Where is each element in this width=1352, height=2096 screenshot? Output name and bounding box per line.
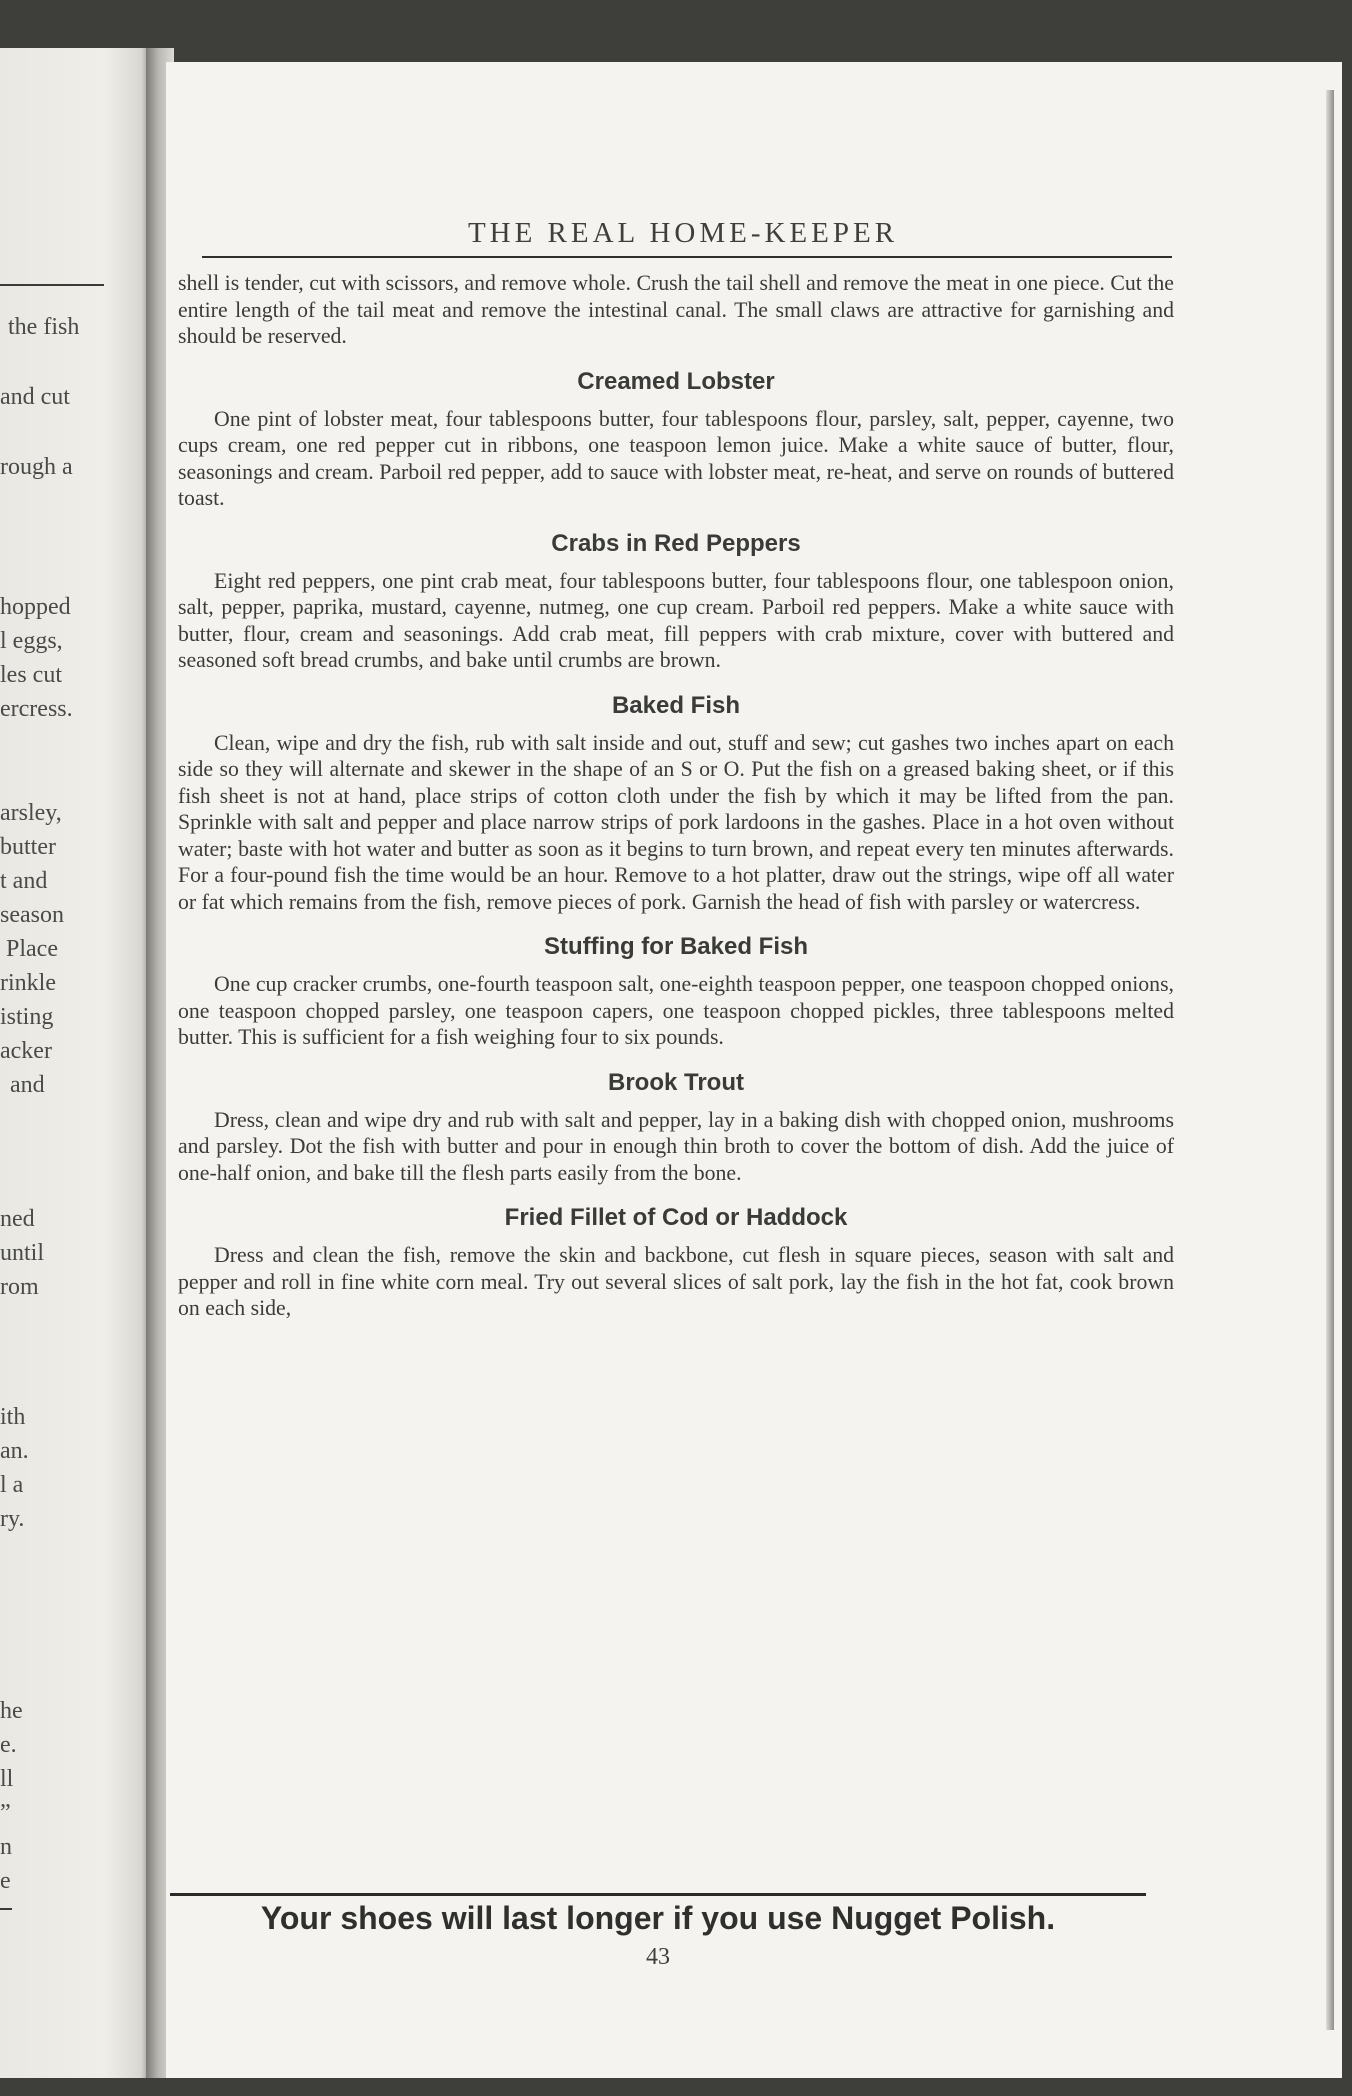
footer-rule xyxy=(170,1893,1146,1896)
facing-page-text: l a xyxy=(0,1472,24,1498)
recipe-title-stuffing-for-baked-fish: Stuffing for Baked Fish xyxy=(544,933,808,960)
recipe-title-baked-fish: Baked Fish xyxy=(611,691,741,719)
facing-page-text: ith xyxy=(0,1404,26,1430)
facing-page-text: e. xyxy=(0,1732,17,1758)
intro-paragraph: shell is tender, cut with scissors, and remove whole. Crush the tail shell and remove the meat in one piece. Cut the entire length of the tail meat and remove the intestinal canal. The small claws are attractive for garnishing and should be reserved. xyxy=(178,271,1174,348)
facing-page-text: season xyxy=(0,902,64,928)
recipe-text-baked-fish: Clean, wipe and dry the fish, rub with salt inside and out, stuff and sew; cut gashes two inches apart on each side so they will alternate and skewer in the shape of an S or O. Put the fish on a greased baking sheet, or if this fish sheet is not at hand, place strips of cotton cloth under the fish by which it may be lifted from the pan. Sprinkle with salt and pepper and place narrow strips of pork lardoons in the gashes. Place in a hot oven without water; baste with hot water and butter as soon as it begins to turn brown, and repeat every ten minutes afterwards. For a four-pound fish the time would be an hour. Remove to a hot platter, draw out the strings, wipe off all water or fat which remains from the fish, remove pieces of pork. Garnish the head of fish with parsley or watercress. xyxy=(178,730,1174,914)
facing-page-text: ry. xyxy=(0,1506,25,1532)
facing-page xyxy=(0,48,150,2078)
recipe-text-crabs-in-red-peppers: Eight red peppers, one pint crab meat, four tablespoons butter, four tablespoons flour, one tablespoon onion, salt, pepper, paprika, mustard, cayenne, nutmeg, one cup cream. Parboil red peppers. Make a white sauce with butter, flour, cream and seasonings. Add crab meat, fill peppers with crab mixture, cover with buttered and seasoned soft bread crumbs, and bake until crumbs are brown. xyxy=(178,568,1174,672)
facing-page-text: an. xyxy=(0,1438,29,1464)
header-rule xyxy=(202,256,1172,258)
facing-page-text: acker xyxy=(0,1038,52,1064)
facing-page-text: isting xyxy=(0,1004,54,1030)
facing-page-text: ” xyxy=(0,1800,11,1826)
facing-page-text: butter xyxy=(0,834,56,860)
facing-page-text: rinkle xyxy=(0,970,56,996)
recipe-text-fried-fillet: Dress and clean the fish, remove the skin and backbone, cut flesh in square pieces, season with salt and pepper and roll in fine white corn meal. Try out several slices of salt pork, lay the fish in the hot fat, cook brown on each side, xyxy=(178,1243,1174,1320)
recipe-title-brook-trout: Brook Trout xyxy=(608,1068,744,1096)
facing-page-text: ned xyxy=(0,1206,35,1232)
recipe-text-brook-trout: Dress, clean and wipe dry and rub with salt and pepper, lay in a baking dish with chopped onion, mushrooms and parsley. Dot the fish with butter and pour in enough thin broth to cover the bottom of dish. Add the juice of one-half onion, and bake till the flesh parts easily from the bone. xyxy=(178,1107,1174,1185)
facing-page-text: rough a xyxy=(0,454,73,480)
facing-page-text: until xyxy=(0,1240,45,1266)
facing-page-text: t and xyxy=(0,868,48,894)
running-head: THE REAL HOME-KEEPER xyxy=(467,217,899,249)
facing-page-text: l eggs, xyxy=(0,628,63,654)
recipe-title-creamed-lobster: Creamed Lobster xyxy=(577,367,775,395)
facing-page-text: and cut xyxy=(0,384,70,410)
page-content xyxy=(178,205,1174,1322)
facing-page-rule xyxy=(0,284,104,286)
facing-page-text: hopped xyxy=(0,594,71,620)
facing-page-text: the fish xyxy=(8,314,80,340)
recipe-title-fried-fillet: Fried Fillet of Cod or Haddock xyxy=(504,1204,848,1231)
facing-page-text: and xyxy=(10,1072,45,1098)
facing-page-text: n xyxy=(0,1834,12,1860)
facing-page-text: arsley, xyxy=(0,800,62,826)
facing-page-text: ll xyxy=(0,1766,14,1792)
recipe-title-crabs-in-red-peppers: Crabs in Red Peppers xyxy=(551,529,801,557)
facing-page-text: Place xyxy=(6,936,58,962)
recipe-text-creamed-lobster: One pint of lobster meat, four tablespoons butter, four tablespoons flour, parsley, salt, pepper, cayenne, two cups cream, one red pepper cut in ribbons, one teaspoon lemon juice. Make a white sauce of butter, flour, seasonings and cream. Parboil red pepper, add to sauce with lobster meat, re-heat, and serve on rounds of buttered toast. xyxy=(178,406,1174,510)
facing-page-text: rom xyxy=(0,1274,39,1300)
facing-page-text: ercress. xyxy=(0,696,73,722)
facing-page-text: e xyxy=(0,1868,11,1894)
facing-page-text: he xyxy=(0,1698,23,1724)
footer-advertisement: Your shoes will last longer if you use Nugget Polish. xyxy=(260,1900,1056,1936)
facing-page-rule xyxy=(0,1908,12,1910)
facing-page-text: les cut xyxy=(0,662,62,688)
page-number: 43 xyxy=(646,1944,670,1970)
recipe-text-stuffing-for-baked-fish: One cup cracker crumbs, one-fourth teaspoon salt, one-eighth teaspoon pepper, one teaspoon chopped onions, one teaspoon chopped parsley, one teaspoon capers, one teaspoon chopped pickles, three tablespoons melted butter. This is sufficient for a fish weighing four to six pounds. xyxy=(178,972,1174,1049)
page-edge xyxy=(1326,90,1334,2030)
